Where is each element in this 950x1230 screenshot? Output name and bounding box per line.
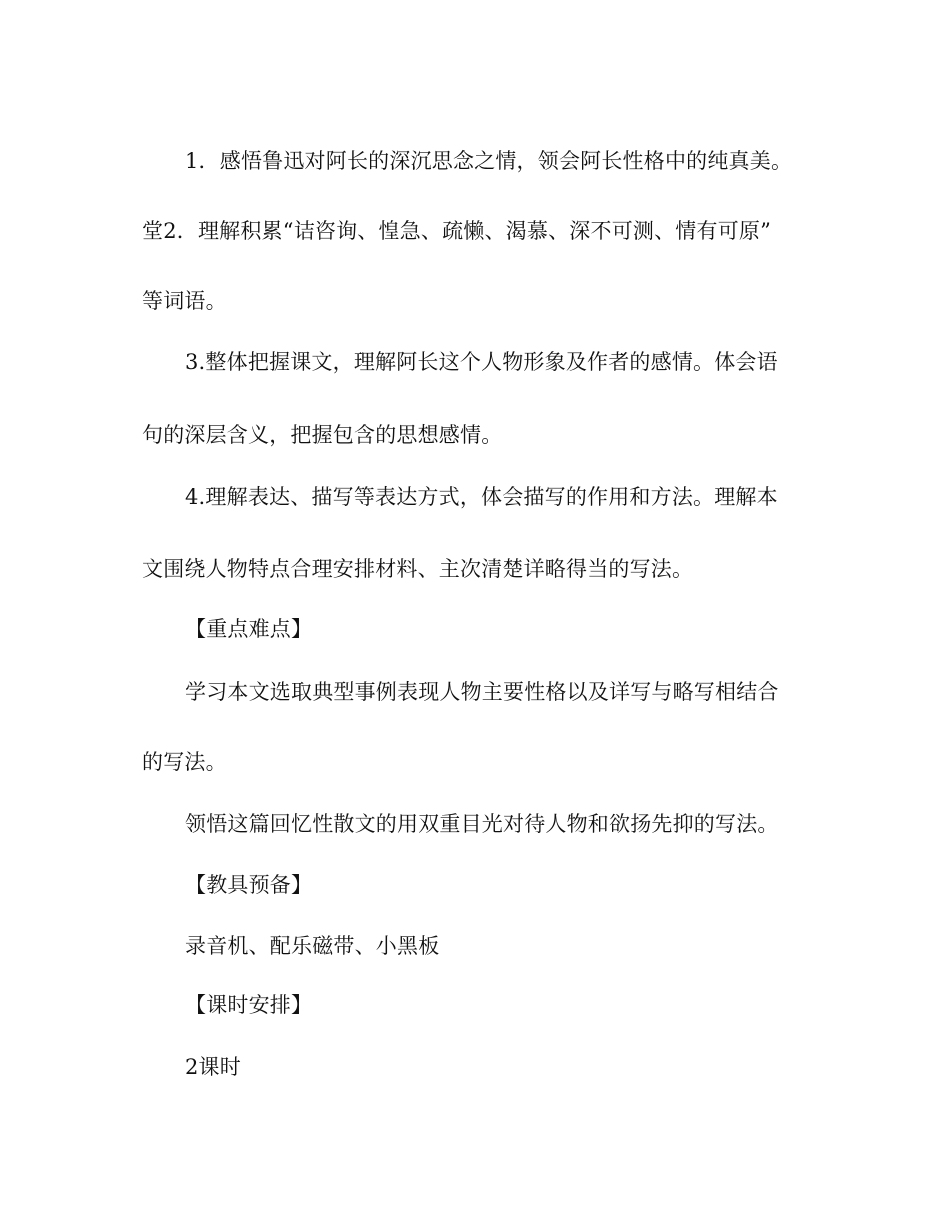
- section-heading-schedule: 【课时安排】: [185, 993, 313, 1017]
- key-point-2: 领悟这篇回忆性散文的用双重目光对待人物和欲扬先抑的写法。: [185, 812, 779, 836]
- objective-2-line-1: 堂2．理解积累“诘咨询、惶急、疏懒、渴慕、深不可测、情有可原”: [142, 219, 772, 243]
- teaching-aids-list: 录音机、配乐磁带、小黑板: [185, 934, 440, 958]
- objective-3-line-1: 3.整体把握课文，理解阿长这个人物形象及作者的感情。体会语: [185, 350, 778, 374]
- section-heading-teaching-aids: 【教具预备】: [185, 873, 313, 897]
- schedule-value: 2课时: [185, 1055, 241, 1079]
- objective-1: 1．感悟鲁迅对阿长的深沉思念之情，领会阿长性格中的纯真美。: [185, 149, 793, 173]
- objective-3-line-2: 句的深层含义，把握包含的思想感情。: [142, 423, 503, 447]
- section-heading-key-points: 【重点难点】: [185, 617, 313, 641]
- objective-4-line-1: 4.理解表达、描写等表达方式，体会描写的作用和方法。理解本: [185, 485, 778, 509]
- objective-4-line-2: 文围绕人物特点合理安排材料、主次清楚详略得当的写法。: [142, 557, 694, 581]
- key-point-1-line-2: 的写法。: [142, 750, 227, 774]
- objective-2-line-2: 等词语。: [142, 289, 227, 313]
- key-point-1-line-1: 学习本文选取典型事例表现人物主要性格以及详写与略写相结合: [185, 680, 779, 704]
